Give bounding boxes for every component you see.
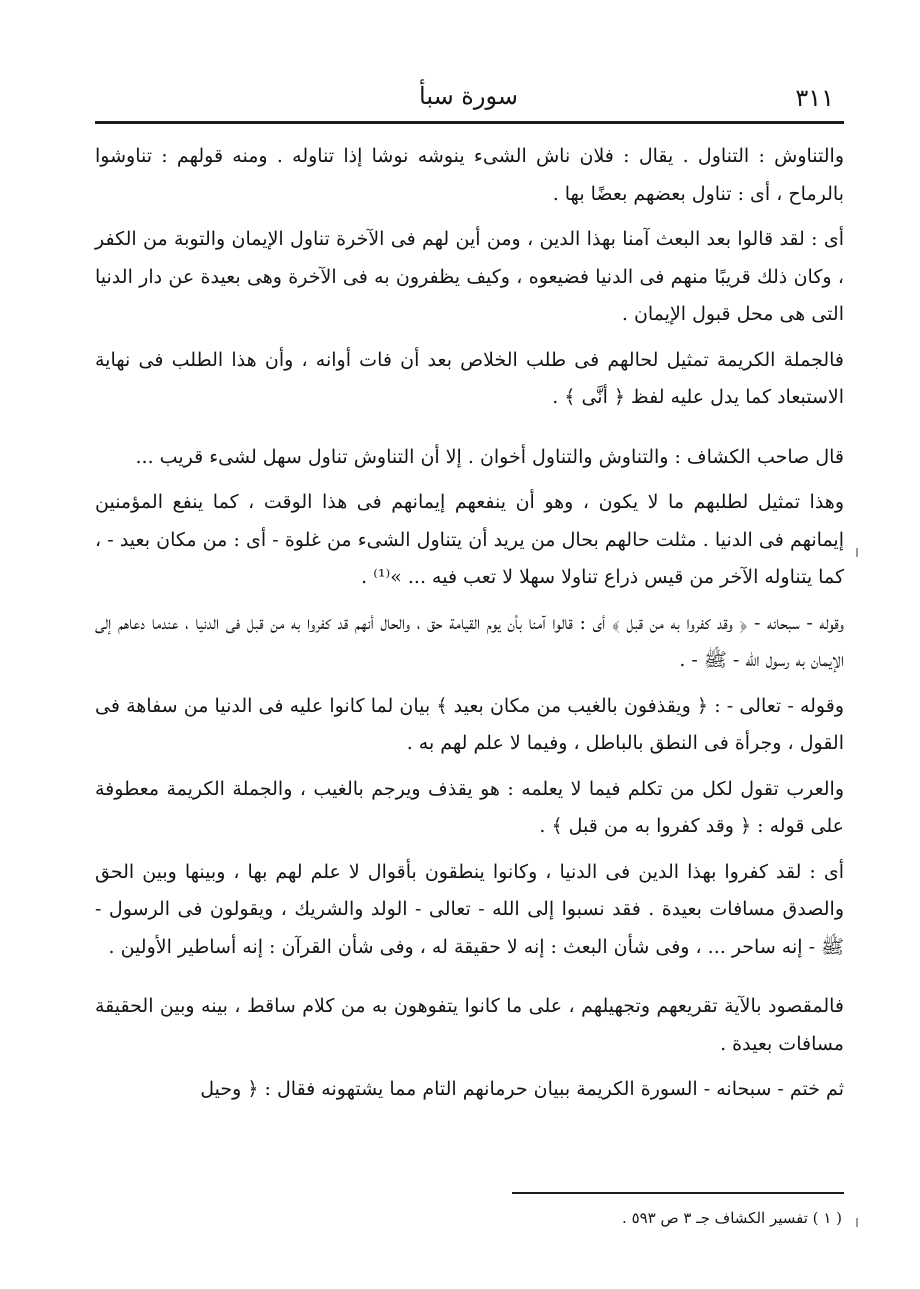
paragraph: وقوله - تعالى - : ﴿ ويقذفون بالغيب من مكان بعيد ﴾ بيان لما كانوا عليه فى الدنيا من سفاهة فى القول ، وجرأة فى النطق بالباطل ، وفيما لا علم لهم به . <box>95 694 844 754</box>
paragraph: أى : لقد كفروا بهذا الدين فى الدنيا ، وكانوا ينطقون بأقوال لا علم لهم بها ، وبينها وبين الحق والصدق مسافات بعيدة . فقد نسبوا إلى الله - تعالى - الولد والشريك ، ويقولون فى الرسول - ﷺ - إنه ساحر ... ، وفى شأن البعث : إنه لا حقيقة له ، وفى شأن القرآن : إنه أساطير الأولين . <box>95 860 844 958</box>
footnote: ( ١ ) تفسير الكشاف جـ ٣ ص ٥٩٣ . <box>622 1209 842 1227</box>
scan-speck <box>856 1218 858 1227</box>
body-text <box>95 138 844 1117</box>
paragraph: فالجملة الكريمة تمثيل لحالهم فى طلب الخلاص بعد أن فات أوانه ، وأن هذا الطلب فى نهاية الاستبعاد كما يدل عليه لفظ ﴿ أنَّى ﴾ . <box>95 348 844 408</box>
paragraph: ثم ختم - سبحانه - السورة الكريمة ببيان حرمانهم التام مما يشتهونه فقال : ﴿ وحيل <box>200 1078 844 1100</box>
running-title: سورة سبأ <box>419 82 518 110</box>
paragraph: وقوله - سبحانه - ﴿ وقد كفروا به من قبل ﴾ أى : قالوا آمنا بأن يوم القيامة حق ، والحال أنهم قد كفروا به من قبل فى الدنيا ، عندما دعاهم إلى الإيمان به رسول الله - ﷺ - . <box>95 611 844 671</box>
paragraph: فالمقصود بالآية تقريعهم وتجهيلهم ، على ما كانوا يتفوهون به من كلام ساقط ، بينه وبين الحقيقة مسافات بعيدة . <box>95 995 844 1055</box>
paragraph: أى : لقد قالوا بعد البعث آمنا بهذا الدين ، ومن أين لهم فى الآخرة تناول الإيمان والتوبة من الكفر ، وكان ذلك قريبًا منهم فى الدنيا فضيعوه ، وكيف يظفرون به فى الآخرة وهى بعيدة عن دار الدنيا التى هى محل قبول الإيمان . <box>95 228 844 325</box>
page-header <box>95 80 842 120</box>
paragraph: والتناوش : التناول . يقال : فلان ناش الشىء ينوشه نوشا إذا تناوله . ومنه قولهم : تناوشوا بالرماح ، أى : تناول بعضهم بعضًا بها . <box>95 145 844 205</box>
footnote-rule <box>512 1192 844 1194</box>
header-rule <box>95 121 844 124</box>
paragraph: وهذا تمثيل لطلبهم ما لا يكون ، وهو أن ينفعهم إيمانهم فى هذا الوقت ، كما ينفع المؤمنين إيمانهم فى الدنيا . مثلت حالهم بحال من يريد أن يتناول الشىء من غلوة - أى : من مكان بعيد - ، كما يتناوله الآخر من قيس ذراع تناولا سهلا لا تعب فيه ... »⁽¹⁾ . <box>95 491 844 588</box>
paragraph: والعرب تقول لكل من تكلم فيما لا يعلمه : هو يقذف ويرجم بالغيب ، والجملة الكريمة معطوفة على قوله : ﴿ وقد كفروا به من قبل ﴾ . <box>95 777 844 837</box>
scan-speck <box>856 548 858 557</box>
page-number: ٣١١ <box>795 84 834 112</box>
paragraph: قال صاحب الكشاف : والتناوش والتناول أخوان . إلا أن التناوش تناول سهل لشىء قريب ... <box>135 445 844 468</box>
